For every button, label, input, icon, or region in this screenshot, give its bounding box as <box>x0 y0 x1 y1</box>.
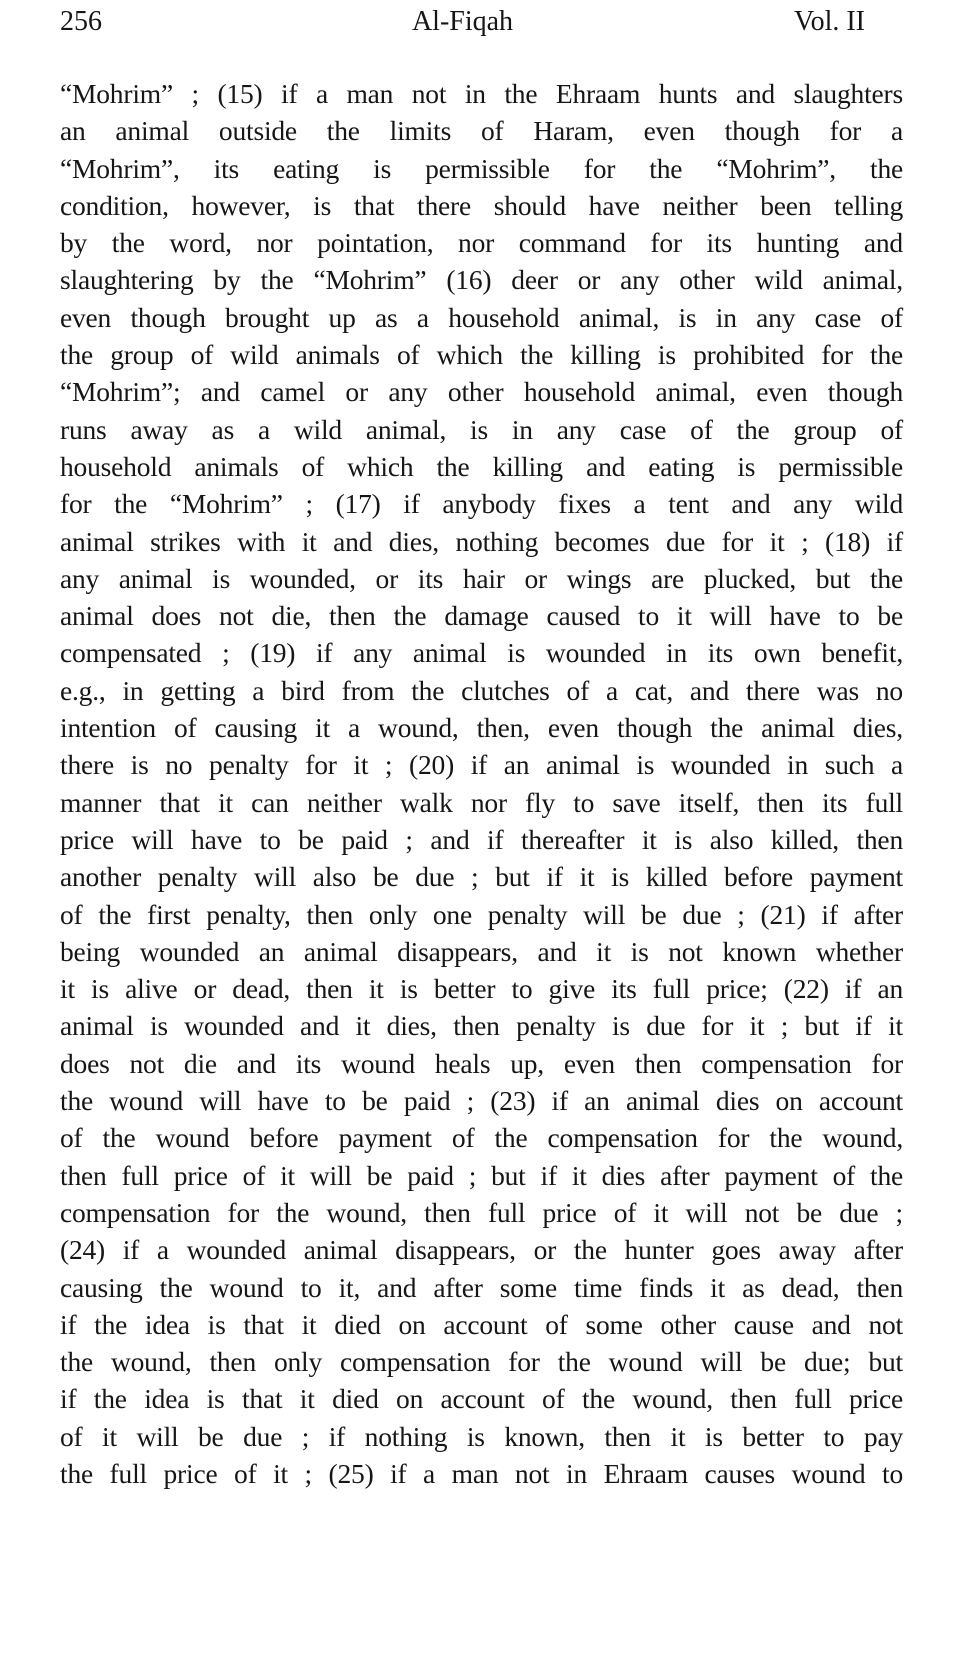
text-line: there is no penalty for it ; (20) if an animal is wounded in such a <box>60 749 903 781</box>
text-line: animal is wounded and it dies, then penalty is due for it ; but if it <box>60 1010 903 1042</box>
text-line: the wound will have to be paid ; (23) if an animal dies on account <box>60 1085 903 1117</box>
text-line: causing the wound to it, and after some time finds it as dead, then <box>60 1271 903 1303</box>
text-line: compensated ; (19) if any animal is wounded in its own benefit, <box>60 637 903 669</box>
page-header <box>60 4 865 40</box>
text-line: “Mohrim”, its eating is permissible for the “Mohrim”, the <box>60 152 903 184</box>
text-line: by the word, nor pointation, nor command for its hunting and <box>60 227 903 259</box>
text-line: manner that it can neither walk nor fly to save itself, then its full <box>60 786 903 818</box>
text-line: slaughtering by the “Mohrim” (16) deer or any other wild animal, <box>60 264 903 296</box>
text-line: for the “Mohrim” ; (17) if anybody fixes a tent and any wild <box>60 488 903 520</box>
text-line: household animals of which the killing and eating is permissible <box>60 450 903 482</box>
text-line: even though brought up as a household animal, is in any case of <box>60 301 903 333</box>
book-title: Al-Fiqah <box>411 6 514 37</box>
text-line: it is alive or dead, then it is better to give its full price; (22) if an <box>60 973 903 1005</box>
text-line: if the idea is that it died on account of the wound, then full price <box>60 1383 903 1415</box>
text-line: of the first penalty, then only one penalty will be due ; (21) if after <box>60 898 903 930</box>
text-line: “Mohrim” ; (15) if a man not in the Ehraam hunts and slaughters <box>60 78 903 109</box>
text-line: does not die and its wound heals up, even then compensation for <box>60 1047 903 1079</box>
text-line: of the wound before payment of the compensation for the wound, <box>60 1122 903 1154</box>
text-line: e.g., in getting a bird from the clutches of a cat, and there was no <box>60 674 903 706</box>
text-line: runs away as a wild animal, is in any case of the group of <box>60 413 903 445</box>
text-line: any animal is wounded, or its hair or wings are plucked, but the <box>60 562 903 594</box>
text-line: the group of wild animals of which the killing is prohibited for the <box>60 339 903 371</box>
body-paragraph <box>60 75 903 1492</box>
text-line: animal does not die, then the damage caused to it will have to be <box>60 600 903 632</box>
text-line: condition, however, is that there should have neither been telling <box>60 189 903 221</box>
text-line: the wound, then only compensation for the wound will be due; but <box>60 1346 903 1378</box>
page-number: 256 <box>60 6 102 37</box>
text-line: being wounded an animal disappears, and it is not known whether <box>60 935 903 967</box>
text-line: (24) if a wounded animal disappears, or the hunter goes away after <box>60 1234 903 1266</box>
text-line: then full price of it will be paid ; but if it dies after payment of the <box>60 1159 903 1191</box>
text-line: the full price of it ; (25) if a man not in Ehraam causes wound to <box>60 1457 903 1489</box>
text-line: “Mohrim”; and camel or any other household animal, even though <box>60 376 903 408</box>
text-line: animal strikes with it and dies, nothing becomes due for it ; (18) if <box>60 525 903 557</box>
text-line: of it will be due ; if nothing is known, then it is better to pay <box>60 1420 903 1452</box>
text-line: if the idea is that it died on account of some other cause and not <box>60 1308 903 1340</box>
text-line: price will have to be paid ; and if thereafter it is also killed, then <box>60 823 903 855</box>
text-line: an animal outside the limits of Haram, even though for a <box>60 115 903 147</box>
text-line: compensation for the wound, then full price of it will not be due ; <box>60 1196 903 1228</box>
volume-label: Vol. II <box>793 6 865 37</box>
text-line: another penalty will also be due ; but if it is killed before payment <box>60 861 903 893</box>
text-line: intention of causing it a wound, then, even though the animal dies, <box>60 712 903 744</box>
